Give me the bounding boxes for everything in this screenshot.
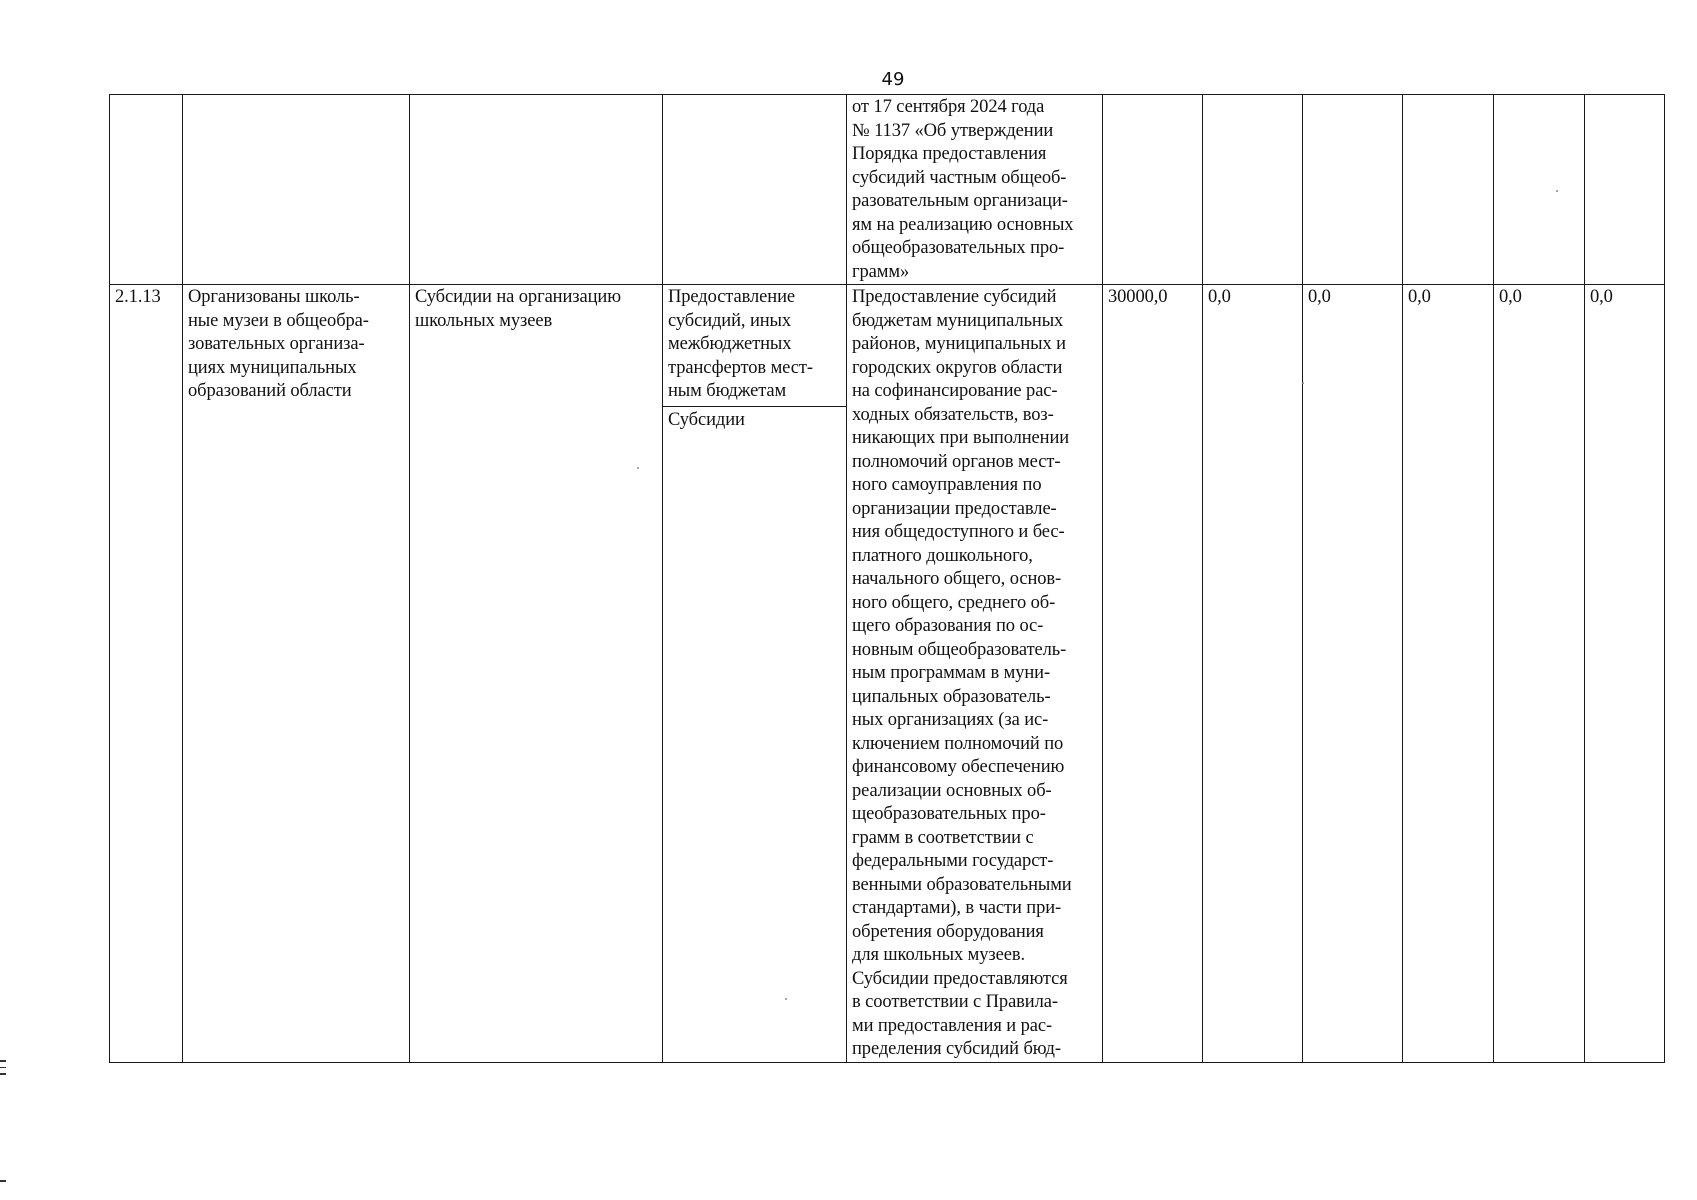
scan-edge-mark	[0, 1180, 6, 1187]
cell-value-3	[1303, 95, 1403, 285]
cell-type	[663, 95, 847, 285]
scan-edge-marks	[0, 1060, 6, 1080]
cell-value-1: 30000,0	[1103, 285, 1203, 1063]
scan-speck	[1302, 382, 1304, 384]
page-number: 49	[881, 69, 905, 90]
cell-value-6	[1585, 95, 1665, 285]
cell-number: 2.1.13	[110, 285, 183, 1063]
cell-result: Организованы школь- ные музеи в общеобра- зовательных организа- циях муниципальных образований области	[183, 285, 410, 1063]
cell-value-5	[1494, 95, 1585, 285]
cell-type-sub: Субсидии	[668, 409, 745, 430]
cell-type	[663, 285, 847, 1063]
cell-measure: Субсидии на организацию школьных музеев	[410, 285, 663, 1063]
cell-value-4	[1403, 95, 1494, 285]
scan-speck	[637, 467, 639, 469]
cell-measure	[410, 95, 663, 285]
scan-speck	[785, 998, 787, 1000]
cell-value-4: 0,0	[1403, 285, 1494, 1063]
table-row-continuation	[110, 95, 1665, 285]
cell-value-2: 0,0	[1203, 285, 1303, 1063]
scan-speck	[1556, 190, 1558, 192]
table-row-2-1-13	[110, 285, 1665, 1063]
cell-value-6: 0,0	[1585, 285, 1665, 1063]
cell-description: Предоставление субсидий бюджетам муниципальных районов, муниципальных и городских округов области на софинансирование рас- ходных обязательств, воз- никающих при выполнении полномочий органов мест- ного самоуправления по организации предоставле- ния общедоступного и бес- платного дошкольного, начального общего, основ- ного общего, среднего об- щего образования по ос- новным общеобразователь- ным программам в муни- ципальных образователь- ных организациях (за ис- ключением полномочий по финансовому обеспечению реализации основных об- щеобразовательных про- грамм в соответствии с федеральными государст- венными образовательными стандартами), в части при- обретения оборудования для школьных музеев. Субсидии предоставляются в соответствии с Правила- ми предоставления и рас- пределения субсидий бюд-	[847, 285, 1103, 1063]
cell-description: от 17 сентября 2024 года № 1137 «Об утверждении Порядка предоставления субсидий частным общеоб- разовательным организаци- ям на реализацию основных общеобразовательных про- грамм»	[847, 95, 1103, 285]
cell-value-1	[1103, 95, 1203, 285]
cell-value-5: 0,0	[1494, 285, 1585, 1063]
cell-value-3: 0,0	[1303, 285, 1403, 1063]
cell-value-2	[1203, 95, 1303, 285]
cell-type-main: Предоставление субсидий, иных межбюджетных трансфертов мест- ным бюджетам	[663, 286, 846, 407]
cell-result	[183, 95, 410, 285]
cell-number	[110, 95, 183, 285]
program-measures-table	[109, 94, 1665, 1063]
